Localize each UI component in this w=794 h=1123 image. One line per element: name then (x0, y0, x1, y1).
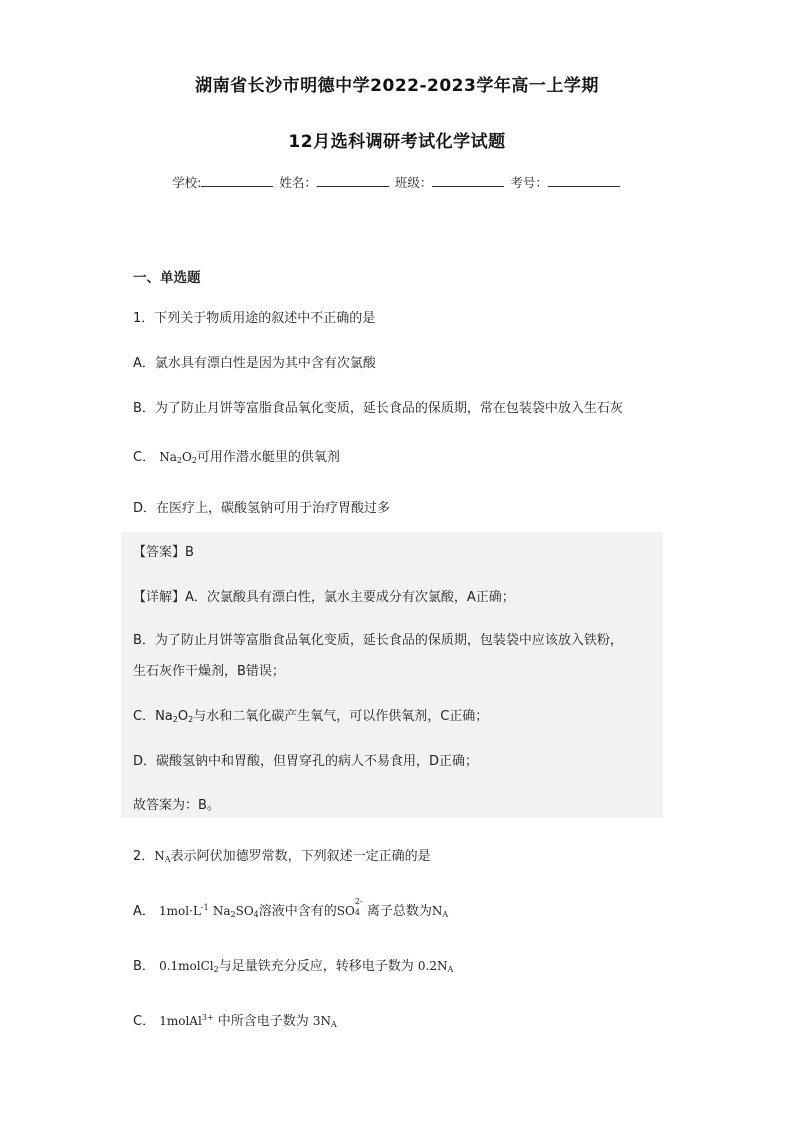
exam-no-blank[interactable] (548, 174, 620, 187)
q1-explanation-3: 生石灰作干燥剂，B错误； (133, 664, 285, 679)
name-label: 姓名： (279, 175, 317, 190)
exam-title-line1: 湖南省长沙市明德中学2022-2023学年高一上学期 (195, 76, 599, 96)
exam-title-line2: 12月选科调研考试化学试题 (288, 132, 506, 152)
section-title: 一、单选题 (133, 270, 201, 286)
school-blank[interactable] (201, 174, 273, 187)
q1-stem: 1．下列关于物质用途的叙述中不正确的是 (133, 311, 376, 326)
class-label: 班级： (394, 175, 433, 190)
q2-stem: 2．$N_A$表示阿伏加德罗常数，下列叙述一定正确的是 (133, 849, 431, 864)
q2-option-b: B． 0.1molCl$_2$与足量铁充分反应，转移电子数为 $0.2N_A$ (133, 959, 454, 974)
student-info-row (0, 173, 794, 191)
name-blank[interactable] (317, 174, 389, 187)
exam-no-label: 考号： (510, 175, 548, 190)
q1-explanation-1: 【详解】A．次氯酸具有漂白性，氯水主要成分有次氯酸，A正确； (133, 590, 515, 605)
q2-option-c: C． 1molAl$^{3+}$ 中所含电子数为 $3N_A$ (133, 1013, 337, 1029)
avogadro-symbol: $N_A$ (154, 849, 171, 864)
school-label: 学校: (172, 175, 202, 190)
q1-option-b: B．为了防止月饼等富脂食品氧化变质，延长食品的保质期，常在包装袋中放入生石灰 (133, 401, 623, 416)
q1-option-a: A．氯水具有漂白性是因为其中含有次氯酸 (133, 356, 376, 371)
sulfate-ion: SO 2- 4 (336, 897, 363, 918)
q1-explanation-5: D．碳酸氢钠中和胃酸，但胃穿孔的病人不易食用，D正确； (133, 754, 479, 769)
q1-option-c: C． $Na_2O_2$可用作潜水艇里的供氧剂 (133, 450, 340, 465)
q1-answer: 【答案】B (133, 545, 194, 560)
q1-explanation-2: B．为了防止月饼等富脂食品氧化变质，延长食品的保质期，包装袋中应该放入铁粉， (133, 633, 623, 648)
na2o2-formula: $Na_2O_2$ (159, 450, 197, 465)
q1-option-d: D．在医疗上，碳酸氢钠可用于治疗胃酸过多 (133, 501, 391, 516)
class-blank[interactable] (432, 174, 504, 187)
q1-explanation-4: C．$Na_2O_2$与水和二氧化碳产生氧气，可以作供氧剂，C正确； (133, 709, 489, 724)
q1-explanation-6: 故答案为：B。 (133, 798, 220, 813)
q2-option-a: A． $1mol\cdot L^{-1}$ $Na_2SO_4$溶液中含有的SO 2- 4 离子总数为$N_A$ (133, 897, 449, 919)
